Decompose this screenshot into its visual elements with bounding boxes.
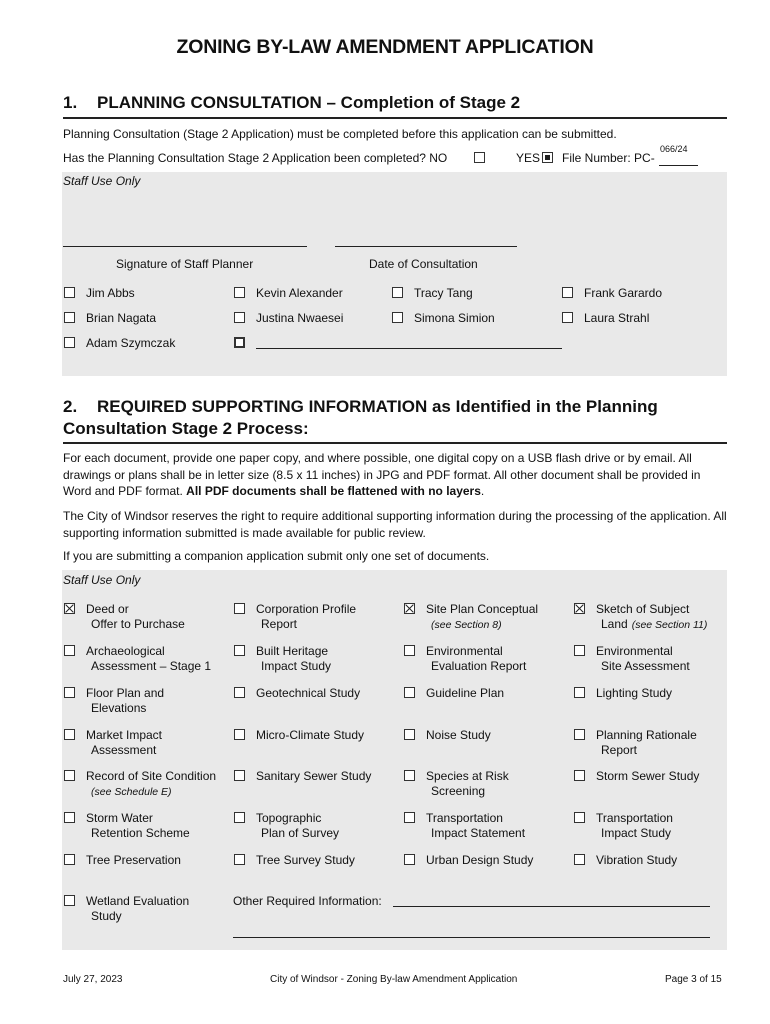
document-item-line2 [596, 826, 673, 841]
section-1-title: PLANNING CONSULTATION – Completion of Stage 2 [97, 93, 521, 112]
file-number-field[interactable] [659, 144, 698, 166]
document-item-line2 [86, 617, 185, 632]
document-checkbox[interactable] [404, 770, 415, 781]
planner-name: Laura Strahl [584, 311, 650, 325]
document-item-line2 [86, 826, 190, 841]
document-item-label [256, 769, 371, 784]
document-item-label [426, 602, 538, 633]
document-checkbox[interactable] [234, 603, 245, 614]
document-item-line1: Storm Water [86, 811, 153, 825]
section-2-paragraph-3: If you are submitting a companion application submit only one set of documents. [63, 549, 490, 563]
document-item-line1: Environmental [426, 644, 503, 658]
document-item-line1: Site Plan Conceptual [426, 602, 539, 616]
document-item-line1: Tree Preservation [86, 853, 181, 867]
planner-checkbox-tracy-tang[interactable] [392, 287, 403, 298]
document-item-line2-text: Assessment – Stage 1 [91, 659, 212, 673]
document-checkbox[interactable] [574, 812, 585, 823]
document-item-line2 [596, 659, 690, 674]
document-item-line2 [86, 743, 162, 758]
planner-checkbox-laura-strahl[interactable] [562, 312, 573, 323]
document-item-note: (see Schedule E) [91, 786, 172, 798]
document-checkbox[interactable] [574, 645, 585, 656]
footer-page: Page 3 of 15 [665, 974, 722, 985]
document-checkbox[interactable] [64, 895, 75, 906]
staff-signature-field[interactable] [63, 236, 307, 247]
document-checkbox[interactable] [234, 645, 245, 656]
planner-name: Adam Szymczak [86, 336, 176, 350]
planner-name: Justina Nwaesei [256, 311, 344, 325]
document-checkbox[interactable] [64, 854, 75, 865]
planner-other-field[interactable] [256, 337, 562, 349]
document-item-label [86, 853, 181, 868]
document-checkbox[interactable] [234, 812, 245, 823]
document-checkbox[interactable] [404, 603, 415, 614]
document-item-line2 [426, 659, 526, 674]
document-item-line1: Market Impact [86, 728, 163, 742]
planner-name: Brian Nagata [86, 311, 157, 325]
document-item-line1: Species at Risk [426, 769, 509, 783]
document-item-line2-text: Offer to Purchase [91, 617, 185, 631]
document-item-line1: Sketch of Subject [596, 602, 690, 616]
document-item-line2-text: Impact Study [601, 826, 672, 840]
document-checkbox[interactable] [64, 645, 75, 656]
planner-checkbox-brian-nagata[interactable] [64, 312, 75, 323]
document-item-label [86, 728, 162, 758]
signature-label: Signature of Staff Planner [116, 257, 254, 271]
stage2-no-checkbox[interactable] [474, 152, 485, 163]
other-info-label: Other Required Information: [233, 894, 382, 908]
document-item-label [426, 686, 504, 701]
document-item-label [596, 602, 707, 633]
document-item-label [426, 728, 491, 743]
file-number-label: File Number: PC- [562, 151, 655, 165]
document-item-line1: Record of Site Condition [86, 769, 217, 783]
document-item-label [86, 894, 189, 924]
document-item-label [596, 853, 677, 868]
document-checkbox[interactable] [574, 687, 585, 698]
document-item-label [596, 728, 697, 758]
document-item-line1: Floor Plan and [86, 686, 165, 700]
document-item-line2 [256, 659, 331, 674]
footer-title: City of Windsor - Zoning By-law Amendment Application [270, 974, 518, 985]
document-item-line2 [256, 617, 356, 632]
document-item-line1: Corporation Profile [256, 602, 357, 616]
document-item-line1: Archaeological [86, 644, 165, 658]
document-item-line2-text: Elevations [91, 701, 147, 715]
document-checkbox[interactable] [574, 770, 585, 781]
stage2-yes-label: YES [516, 151, 541, 165]
document-item-line1: Topographic [256, 811, 322, 825]
document-item-line2 [426, 784, 509, 799]
document-checkbox[interactable] [64, 687, 75, 698]
para1-bold: All PDF documents shall be flattened with no layers [186, 484, 481, 498]
document-item-label [256, 686, 360, 701]
planner-checkbox-kevin-alexander[interactable] [234, 287, 245, 298]
document-item-label [256, 728, 364, 743]
document-item-line1: Planning Rationale [596, 728, 697, 742]
stage2-question: Has the Planning Consultation Stage 2 Application been completed? NO [63, 151, 448, 165]
document-checkbox[interactable] [574, 729, 585, 740]
document-item-line1: Environmental [596, 644, 673, 658]
para1-text: For each document, provide one paper copy, and where possible, one digital copy on a USB flash drive or by email. All drawings or plans shall be in letter size (8.5 x 11 inches) in JPG and PDF format. All other document shall be provided in Word and PDF format. [63, 451, 701, 498]
para1-end: . [480, 484, 485, 498]
planner-checkbox-simona-simion[interactable] [392, 312, 403, 323]
document-item-line1: Built Heritage [256, 644, 329, 658]
document-item-line2-text: Land [601, 617, 628, 631]
document-item-label [86, 686, 164, 716]
document-item-line2-text: Retention Scheme [91, 826, 190, 840]
document-item-label [596, 686, 672, 701]
planner-name: Frank Garardo [584, 286, 663, 300]
section-2-title-line1: REQUIRED SUPPORTING INFORMATION as Identified in the Planning [97, 397, 658, 416]
section-2-number: 2. [63, 397, 78, 416]
planner-checkbox-jim-abbs[interactable] [64, 287, 75, 298]
consultation-date-field[interactable] [335, 236, 517, 247]
staff-use-label-2: Staff Use Only [63, 573, 141, 587]
document-item-line2-text: Assessment [91, 743, 157, 757]
document-item-line1: Wetland Evaluation [86, 894, 190, 908]
section-2-paragraph-1 [63, 450, 729, 500]
footer-date: July 27, 2023 [63, 974, 123, 985]
document-checkbox[interactable] [64, 770, 75, 781]
document-item-label [256, 853, 355, 868]
document-item-line2 [86, 784, 216, 800]
document-item-line1: Sanitary Sewer Study [256, 769, 372, 783]
document-item-line2-text: Evaluation Report [431, 659, 527, 673]
date-label: Date of Consultation [369, 257, 478, 271]
document-item-line1: Tree Survey Study [256, 853, 355, 867]
document-item-line2 [596, 743, 697, 758]
planner-checkbox-other[interactable] [234, 337, 245, 348]
document-item-line1: Vibration Study [596, 853, 678, 867]
planner-name: Tracy Tang [414, 286, 473, 300]
stage2-yes-checkbox[interactable] [542, 152, 553, 163]
document-item-line1: Geotechnical Study [256, 686, 361, 700]
document-item-label [86, 644, 211, 674]
planner-name: Kevin Alexander [256, 286, 343, 300]
document-item-line1: Noise Study [426, 728, 491, 742]
document-item-line1: Micro-Climate Study [256, 728, 365, 742]
section-1-rule [63, 117, 727, 119]
document-item-label [596, 811, 673, 841]
document-item-line2-text: Study [91, 909, 122, 923]
document-checkbox[interactable] [64, 729, 75, 740]
document-item-label [256, 602, 356, 632]
section-2-paragraph-2: The City of Windsor reserves the right to require additional supporting information during the processing of the application. All supporting information submitted is made available for public review. [63, 509, 727, 540]
document-item-label [256, 811, 339, 841]
planner-checkbox-adam-szymczak[interactable] [64, 337, 75, 348]
document-item-label [86, 769, 216, 800]
document-checkbox[interactable] [234, 687, 245, 698]
planner-name: Simona Simion [414, 311, 495, 325]
document-item-line2-text: Impact Statement [431, 826, 526, 840]
document-item-line2-text: Screening [431, 784, 486, 798]
document-item-line2-text: Plan of Survey [261, 826, 340, 840]
section-1-heading [63, 93, 520, 113]
document-item-line1: Urban Design Study [426, 853, 534, 867]
document-checkbox[interactable] [404, 854, 415, 865]
document-item-line2-text: Site Assessment [601, 659, 690, 673]
planner-name: Jim Abbs [86, 286, 135, 300]
planner-checkbox-frank-garardo[interactable] [562, 287, 573, 298]
document-checkbox[interactable] [64, 812, 75, 823]
document-checkbox[interactable] [574, 854, 585, 865]
page-title: ZONING BY-LAW AMENDMENT APPLICATION [176, 36, 594, 58]
document-item-line1: Lighting Study [596, 686, 673, 700]
section-1-intro: Planning Consultation (Stage 2 Application) must be completed before this application can be submitted. [63, 127, 617, 141]
document-checkbox[interactable] [234, 729, 245, 740]
document-item-label [596, 769, 699, 784]
planner-checkbox-justina-nwaesei[interactable] [234, 312, 245, 323]
document-item-line2 [86, 659, 211, 674]
document-item-line1: Transportation [596, 811, 673, 825]
document-item-label [256, 644, 331, 674]
document-item-line1: Guideline Plan [426, 686, 505, 700]
document-item-line2 [86, 909, 189, 924]
document-item-note: (see Section 11) [631, 619, 708, 631]
document-checkbox[interactable] [574, 603, 585, 614]
document-checkbox[interactable] [404, 729, 415, 740]
document-item-line2 [596, 617, 707, 633]
document-checkbox[interactable] [404, 812, 415, 823]
section-2-heading [63, 396, 658, 440]
document-item-label [596, 644, 690, 674]
staff-use-label-1: Staff Use Only [63, 174, 141, 188]
document-item-line2-text: Report [261, 617, 298, 631]
section-1-number: 1. [63, 93, 78, 112]
document-item-label [426, 853, 533, 868]
file-number-value: 066/24 [660, 144, 688, 154]
document-checkbox[interactable] [404, 687, 415, 698]
document-item-line2 [86, 701, 164, 716]
document-item-line2-text: Impact Study [261, 659, 332, 673]
document-item-line2-text: Report [601, 743, 638, 757]
document-item-label [86, 811, 190, 841]
document-item-label [426, 811, 525, 841]
document-item-label [426, 644, 526, 674]
section-2-rule [63, 442, 727, 444]
document-item-line1: Deed or [86, 602, 129, 616]
document-checkbox[interactable] [64, 603, 75, 614]
section-2-title-line2: Consultation Stage 2 Process: [63, 419, 309, 438]
document-checkbox[interactable] [234, 854, 245, 865]
document-item-line1: Storm Sewer Study [596, 769, 700, 783]
document-item-label [86, 602, 185, 632]
document-checkbox[interactable] [234, 770, 245, 781]
document-item-label [426, 769, 509, 799]
other-info-field-2[interactable] [233, 925, 710, 938]
document-item-line2 [256, 826, 339, 841]
document-item-note: (see Section 8) [431, 619, 502, 631]
document-item-line2 [426, 617, 538, 633]
document-checkbox[interactable] [404, 645, 415, 656]
other-info-field-1[interactable] [393, 894, 710, 907]
document-item-line2 [426, 826, 525, 841]
document-item-line1: Transportation [426, 811, 503, 825]
